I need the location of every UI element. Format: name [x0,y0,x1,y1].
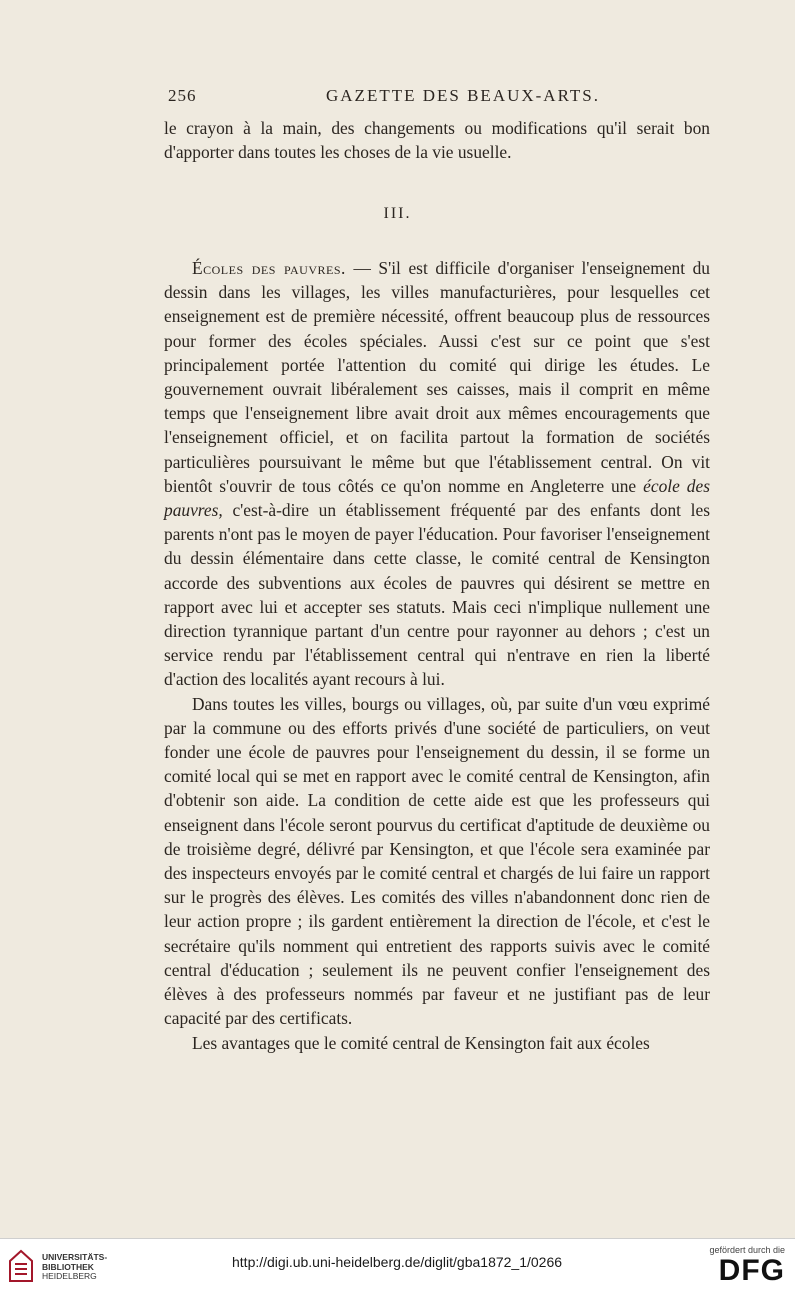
dfg-funding-logo[interactable] [695,1245,785,1287]
digitization-footer [0,1238,795,1294]
running-title: GAZETTE DES BEAUX-ARTS. [326,86,600,105]
paragraph-lead: Écoles des pauvres. [192,258,346,278]
continuation-paragraph: le crayon à la main, des changements ou modifications qu'il serait bon d'apporter dans toutes les choses de la vie usuelle. [164,118,710,163]
paragraph-avantages: Les avantages que le comité central de Kensington fait aux écoles [192,1032,650,1053]
page-number: 256 [168,86,197,105]
funded-by-label: gefördert durch die [709,1245,785,1255]
paragraph-text-part1: — S'il est difficile d'organiser l'enseignement du dessin dans les villages, les villes manufacturières, pour lesquelles cet enseignement est de première nécessité, offrent beaucoup plus de ressources pour former des écoles spéciales. Aussi c'est sur ce point que s'est principalement portée l'attention du comité qui dirige les études. Le gouvernement ouvrait libéralement ses caisses, mais il comprit en même temps que l'enseignement libre avait droit aux mêmes encouragements que l'enseignement officiel, et on facilita partout la formation de sociétés particulières poursuivant le même but que l'établissement central. On vit bientôt s'ouvrir de tous côtés ce qu'on nomme en Angleterre une [164,258,710,496]
dfg-wordmark: DFG [718,1254,785,1287]
library-name-line2: BIBLIOTHEK [42,1261,94,1272]
continuation-text [164,116,710,164]
body-text [164,256,710,1055]
permalink-url[interactable]: http://digi.ub.uni-heidelberg.de/diglit/gba1872_1/0266 [232,1254,563,1270]
page-header [168,86,708,108]
library-emblem-icon [8,1249,34,1283]
paragraph-text-part2: c'est-à-dire un établissement fréquenté par des enfants dont les parents n'ont pas le moyen de payer l'éducation. Pour favoriser l'enseignement du dessin élémentaire dans cette classe, le comité central de Kensington accorde des subventions aux écoles de pauvres qui désirent se mettre en rapport avec lui et accepter ses statuts. Mais ceci n'implique nullement une direction tyrannique partant d'un centre pour rayonner au dehors ; c'est un service rendu par l'établissement central qui n'entrave en rien la liberté d'action des localités ayant recours à lui. [164,500,710,690]
library-name-line1: UNIVERSITÄTS- [42,1252,108,1262]
section-number: III. [383,205,412,222]
paragraph-villes: Dans toutes les villes, bourgs ou villages, où, par suite d'un vœu exprimé par la commune ou des efforts privés d'une société de particuliers, on veut fonder une école de pauvres pour l'enseignement du dessin, il se forme un comité local qui se met en rapport avec le comité central de Kensington, afin d'obtenir son aide. La condition de cette aide est que les professeurs qui enseignent dans l'école seront pourvus du certificat d'aptitude de deuxième ou de troisième degré, délivré par Kensington, et que l'école sera examinée par des inspecteurs envoyés par le comité central et chargés de lui faire un rapport sur le progrès des élèves. Les comités des villes n'abandonnent donc rien de leur action propre ; ils gardent entièrement la direction de l'école, et c'est le secrétaire qu'ils nomment qui entretient des rapports suivis avec le comité central d'éducation ; seulement ils ne peuvent confier l'enseignement des élèves à des professeurs nommés par faveur et ne justifiant pas de leur capacité par des certificats. [164,693,710,1029]
paragraph-ecoles-des-pauvres [164,256,710,692]
library-name-line3: HEIDELBERG [42,1271,97,1281]
university-library-logo[interactable] [8,1247,118,1287]
paragraph-italic-term: école des pauvres, [164,475,710,521]
library-name [42,1253,107,1282]
